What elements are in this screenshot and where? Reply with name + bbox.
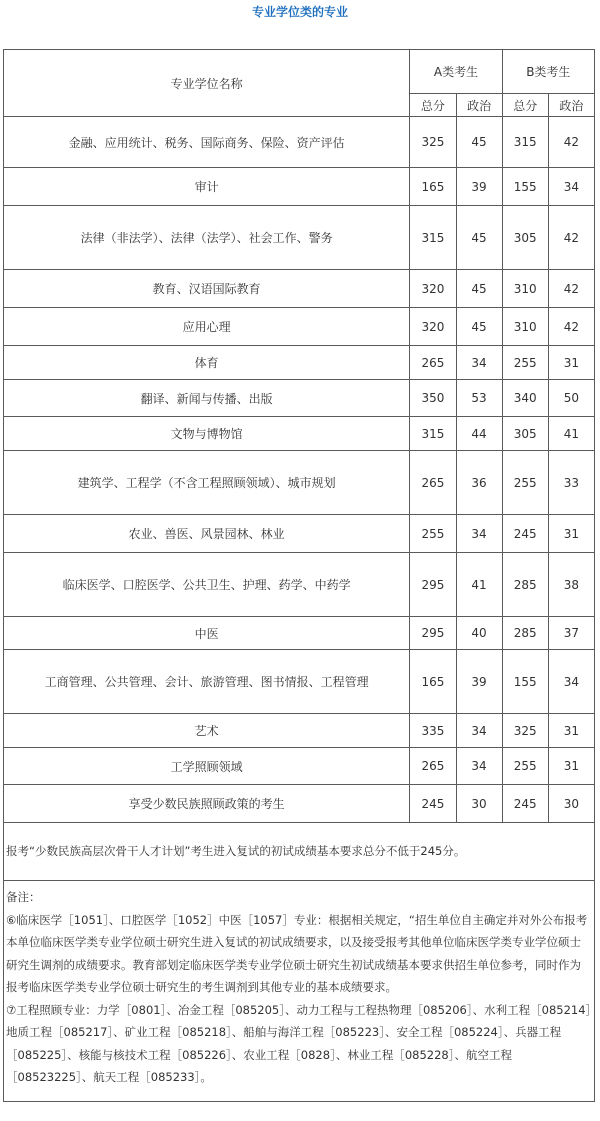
degree-name-cell: 艺术 xyxy=(4,714,410,748)
a-total-cell: 165 xyxy=(410,168,456,206)
b-politics-cell: 50 xyxy=(548,380,594,417)
a-politics-cell: 44 xyxy=(456,417,502,451)
table-row xyxy=(4,206,595,270)
a-total-cell: 315 xyxy=(410,417,456,451)
degree-name-cell: 审计 xyxy=(4,168,410,206)
a-politics-cell: 45 xyxy=(456,206,502,270)
a-politics-cell: 45 xyxy=(456,270,502,308)
header-a-total: 总分 xyxy=(410,94,456,117)
table-row xyxy=(4,168,595,206)
a-politics-cell: 30 xyxy=(456,785,502,823)
a-politics-cell: 34 xyxy=(456,748,502,785)
b-total-cell: 285 xyxy=(502,617,548,650)
b-total-cell: 340 xyxy=(502,380,548,417)
b-total-cell: 305 xyxy=(502,417,548,451)
b-total-cell: 310 xyxy=(502,308,548,346)
header-degree-name: 专业学位名称 xyxy=(4,50,410,117)
table-row xyxy=(4,308,595,346)
remarks-cell xyxy=(4,881,595,1102)
b-politics-cell: 38 xyxy=(548,553,594,617)
b-politics-cell: 30 xyxy=(548,785,594,823)
header-b-total: 总分 xyxy=(502,94,548,117)
a-total-cell: 325 xyxy=(410,117,456,168)
a-politics-cell: 53 xyxy=(456,380,502,417)
b-total-cell: 255 xyxy=(502,346,548,380)
page-title: 专业学位类的专业 xyxy=(251,5,348,19)
a-total-cell: 255 xyxy=(410,515,456,553)
degree-name-cell: 工学照顾领域 xyxy=(4,748,410,785)
table-row xyxy=(4,380,595,417)
a-politics-cell: 34 xyxy=(456,714,502,748)
a-politics-cell: 40 xyxy=(456,617,502,650)
table-row xyxy=(4,785,595,823)
table-row xyxy=(4,553,595,617)
header-b-politics: 政治 xyxy=(548,94,594,117)
b-politics-cell: 31 xyxy=(548,346,594,380)
a-politics-cell: 36 xyxy=(456,451,502,515)
remarks-row xyxy=(4,881,595,1102)
a-politics-cell: 45 xyxy=(456,308,502,346)
table-row xyxy=(4,714,595,748)
table-row xyxy=(4,346,595,380)
a-total-cell: 265 xyxy=(410,748,456,785)
a-politics-cell: 34 xyxy=(456,515,502,553)
header-group-b: B类考生 xyxy=(502,50,594,94)
a-total-cell: 335 xyxy=(410,714,456,748)
b-total-cell: 305 xyxy=(502,206,548,270)
b-politics-cell: 42 xyxy=(548,206,594,270)
b-total-cell: 325 xyxy=(502,714,548,748)
degree-name-cell: 建筑学、工程学（不含工程照顾领域）、城市规划 xyxy=(4,451,410,515)
b-total-cell: 315 xyxy=(502,117,548,168)
a-total-cell: 320 xyxy=(410,270,456,308)
b-politics-cell: 37 xyxy=(548,617,594,650)
degree-name-cell: 应用心理 xyxy=(4,308,410,346)
degree-name-cell: 享受少数民族照顾政策的考生 xyxy=(4,785,410,823)
table-row xyxy=(4,270,595,308)
table-row xyxy=(4,650,595,714)
a-politics-cell: 34 xyxy=(456,346,502,380)
a-politics-cell: 45 xyxy=(456,117,502,168)
table-row xyxy=(4,451,595,515)
degree-name-cell: 法律（非法学）、法律（法学）、社会工作、警务 xyxy=(4,206,410,270)
degree-name-cell: 中医 xyxy=(4,617,410,650)
degree-name-cell: 翻译、新闻与传播、出版 xyxy=(4,380,410,417)
note-row xyxy=(4,823,595,881)
b-total-cell: 285 xyxy=(502,553,548,617)
a-total-cell: 320 xyxy=(410,308,456,346)
score-table xyxy=(3,49,595,1102)
b-politics-cell: 42 xyxy=(548,117,594,168)
b-total-cell: 255 xyxy=(502,748,548,785)
a-total-cell: 265 xyxy=(410,346,456,380)
remark-item-6: ⑥临床医学［1051］、口腔医学［1052］中医［1057］专业：根据相关规定，“招生单位自主确定并对外公布报考本单位临床医学类专业学位硕士研究生进入复试的初试成绩要求，以及接受报考其他单位临床医学类专业学位硕士研究生调剂的成绩要求。教育部划定临床医学类专业学位硕士研究生初试成绩基本要求供招生单位参考，同时作为报考临床医学类专业学位硕士研究生的考生调剂到其他专业的基本成绩要求。 xyxy=(6,912,588,994)
degree-name-cell: 农业、兽医、风景园林、林业 xyxy=(4,515,410,553)
a-total-cell: 245 xyxy=(410,785,456,823)
b-politics-cell: 42 xyxy=(548,308,594,346)
b-politics-cell: 31 xyxy=(548,515,594,553)
degree-name-cell: 教育、汉语国际教育 xyxy=(4,270,410,308)
b-politics-cell: 41 xyxy=(548,417,594,451)
b-politics-cell: 33 xyxy=(548,451,594,515)
a-politics-cell: 39 xyxy=(456,650,502,714)
a-politics-cell: 41 xyxy=(456,553,502,617)
a-total-cell: 315 xyxy=(410,206,456,270)
table-row xyxy=(4,117,595,168)
a-total-cell: 165 xyxy=(410,650,456,714)
degree-name-cell: 金融、应用统计、税务、国际商务、保险、资产评估 xyxy=(4,117,410,168)
header-a-politics: 政治 xyxy=(456,94,502,117)
b-total-cell: 255 xyxy=(502,451,548,515)
b-total-cell: 310 xyxy=(502,270,548,308)
note-text: 报考“少数民族高层次骨干人才计划”考生进入复试的初试成绩基本要求总分不低于245分。 xyxy=(4,823,595,881)
degree-name-cell: 工商管理、公共管理、会计、旅游管理、图书情报、工程管理 xyxy=(4,650,410,714)
b-politics-cell: 42 xyxy=(548,270,594,308)
degree-name-cell: 体育 xyxy=(4,346,410,380)
b-politics-cell: 31 xyxy=(548,748,594,785)
b-total-cell: 155 xyxy=(502,168,548,206)
b-politics-cell: 34 xyxy=(548,650,594,714)
degree-name-cell: 临床医学、口腔医学、公共卫生、护理、药学、中药学 xyxy=(4,553,410,617)
table-header-row xyxy=(4,50,595,94)
b-politics-cell: 34 xyxy=(548,168,594,206)
b-politics-cell: 31 xyxy=(548,714,594,748)
table-row xyxy=(4,748,595,785)
table-row xyxy=(4,617,595,650)
a-total-cell: 295 xyxy=(410,553,456,617)
b-total-cell: 245 xyxy=(502,785,548,823)
header-group-a: A类考生 xyxy=(410,50,502,94)
a-total-cell: 295 xyxy=(410,617,456,650)
b-total-cell: 245 xyxy=(502,515,548,553)
table-row xyxy=(4,417,595,451)
remarks-label: 备注： xyxy=(6,890,41,904)
a-total-cell: 350 xyxy=(410,380,456,417)
degree-name-cell: 文物与博物馆 xyxy=(4,417,410,451)
table-row xyxy=(4,515,595,553)
b-total-cell: 155 xyxy=(502,650,548,714)
a-total-cell: 265 xyxy=(410,451,456,515)
remark-item-7: ⑦工程照顾专业：力学［0801］、冶金工程［085205］、动力工程与工程热物理［085206］、水利工程［085214］地质工程［085217］、矿业工程［085218］、船舶与海洋工程［085223］、安全工程［085224］、兵器工程［085225］、核能与核技术工程［085226］、农业工程［0828］、林业工程［085228］、航空工程［08523225］、航天工程［085233］。 xyxy=(6,1002,592,1084)
a-politics-cell: 39 xyxy=(456,168,502,206)
